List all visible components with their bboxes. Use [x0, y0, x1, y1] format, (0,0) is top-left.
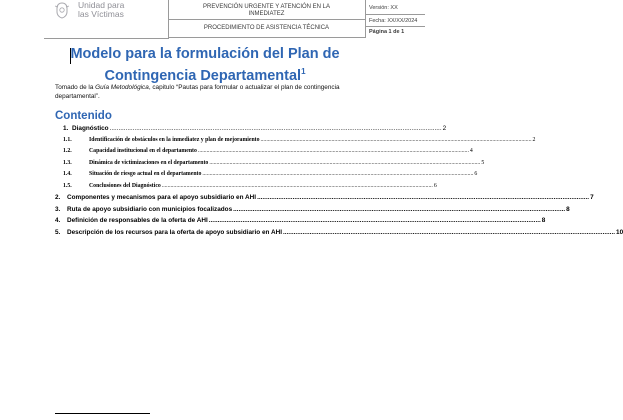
- toc-entry-label: Definición de responsables de la oferta de AHI: [67, 217, 208, 224]
- toc-entry-label: Situación de riesgo actual en el departamento: [89, 171, 202, 177]
- toc-entry-number: 2.: [55, 194, 61, 201]
- toc-dot-leader: [283, 229, 615, 236]
- document-title: [55, 46, 355, 85]
- logo-line-1: Unidad para: [78, 0, 125, 10]
- toc-entry-number: 5.: [55, 228, 61, 236]
- toc-entry-label: Descripción de los recursos para la oferta de apoyo subsidiario en AHI: [67, 228, 282, 236]
- toc-entry[interactable]: [55, 182, 437, 195]
- toc-entry-label: Capacidad institucional en el departamento: [89, 148, 197, 154]
- header-title-line-1: PREVENCIÓN URGENTE Y ATENCIÓN EN LA: [202, 4, 331, 10]
- header-date: Fecha: XX/XX/2024: [369, 18, 418, 24]
- toc-dot-leader: [261, 137, 532, 143]
- header-procedure: PROCEDIMIENTO DE ASISTENCIA TÉCNICA: [203, 25, 330, 31]
- header-page: Página 1 de 1: [369, 29, 405, 35]
- logo-text: [78, 1, 124, 19]
- header-middle: [168, 0, 365, 38]
- intro-text: , capitulo “Pautas para formular o actualizar el plan de contingencia departamental”.: [55, 84, 340, 100]
- toc-entry-page: 2: [442, 125, 447, 132]
- toc-dot-leader: [162, 183, 433, 189]
- toc-dot-leader: [209, 160, 480, 166]
- intro-text: Tomado de la: [55, 84, 96, 91]
- header-procedure-cell: [168, 20, 366, 38]
- toc-dot-leader: [233, 206, 565, 213]
- header-title-cell: [168, 0, 366, 20]
- toc-entry-page: 7: [590, 194, 594, 201]
- toc-entry-number: 1.: [63, 125, 69, 132]
- toc-entry-page: 4: [469, 148, 473, 154]
- toc-entry-label: Identificación de obstáculos en la inmediatez y plan de mejoramiento: [89, 136, 260, 143]
- toc-entry-number: 3.: [55, 205, 61, 213]
- document-title-text: Modelo para la formulación del Plan de Contingencia Departamental: [70, 46, 340, 84]
- toc-entry-page: 6: [474, 171, 478, 177]
- logo-cell: [44, 0, 169, 39]
- toc-dot-leader: [110, 125, 442, 132]
- toc-entry-number: 1.1.: [63, 136, 72, 143]
- toc-entry-number: 1.3.: [63, 159, 72, 166]
- toc-entry-label: Ruta de apoyo subsidiario con municipios focalizados: [67, 205, 233, 213]
- toc-dot-leader: [209, 217, 541, 224]
- header-title-line-2: INMEDIATEZ: [248, 11, 285, 17]
- toc-entry[interactable]: [55, 194, 594, 206]
- header-divider: [365, 14, 425, 15]
- toc-entry-page: 6: [433, 182, 437, 189]
- toc-entry[interactable]: [55, 125, 447, 137]
- header-meta: [365, 0, 425, 38]
- title-footnote-marker: 1: [301, 67, 306, 76]
- intro-paragraph: [55, 83, 355, 101]
- toc-entry[interactable]: [55, 205, 570, 218]
- table-of-contents: [55, 125, 623, 240]
- header-version: Versión: XX: [369, 5, 398, 11]
- toc-entry-number: 1.4.: [63, 171, 72, 177]
- footnote-separator: [55, 413, 150, 414]
- toc-entry-page: 2: [532, 136, 536, 143]
- toc-entry-page: 8: [541, 217, 546, 224]
- toc-entry-number: 1.2.: [63, 148, 72, 154]
- toc-entry-page: 8: [566, 205, 570, 213]
- toc-dot-leader: [202, 171, 473, 177]
- toc-entry-label: Dinámica de victimizaciones en el departamento: [89, 159, 209, 166]
- toc-entry[interactable]: [55, 148, 473, 160]
- toc-entry[interactable]: [55, 228, 623, 241]
- document-header: [44, 0, 418, 38]
- toc-entry[interactable]: [55, 217, 546, 229]
- toc-entry-number: 1.5.: [63, 182, 72, 189]
- toc-entry-page: 10: [616, 228, 623, 236]
- toc-dot-leader: [257, 194, 589, 201]
- toc-entry[interactable]: [55, 136, 536, 149]
- intro-italic: Guía Metodológica: [95, 84, 149, 91]
- toc-heading: Contenido: [55, 110, 112, 122]
- toc-entry[interactable]: [55, 171, 478, 183]
- toc-entry-label: Conclusiones del Diagnóstico: [89, 182, 161, 189]
- toc-dot-leader: [198, 148, 469, 154]
- toc-entry-number: 4.: [55, 217, 61, 224]
- toc-entry[interactable]: [55, 159, 485, 172]
- coat-of-arms-icon: [54, 2, 70, 19]
- toc-entry-label: Diagnóstico: [72, 125, 109, 132]
- toc-entry-label: Componentes y mecanismos para el apoyo subsidiario en AHI: [67, 194, 257, 201]
- logo-line-2: las Víctimas: [78, 9, 124, 19]
- toc-entry-page: 5: [481, 159, 485, 166]
- header-divider: [365, 26, 425, 27]
